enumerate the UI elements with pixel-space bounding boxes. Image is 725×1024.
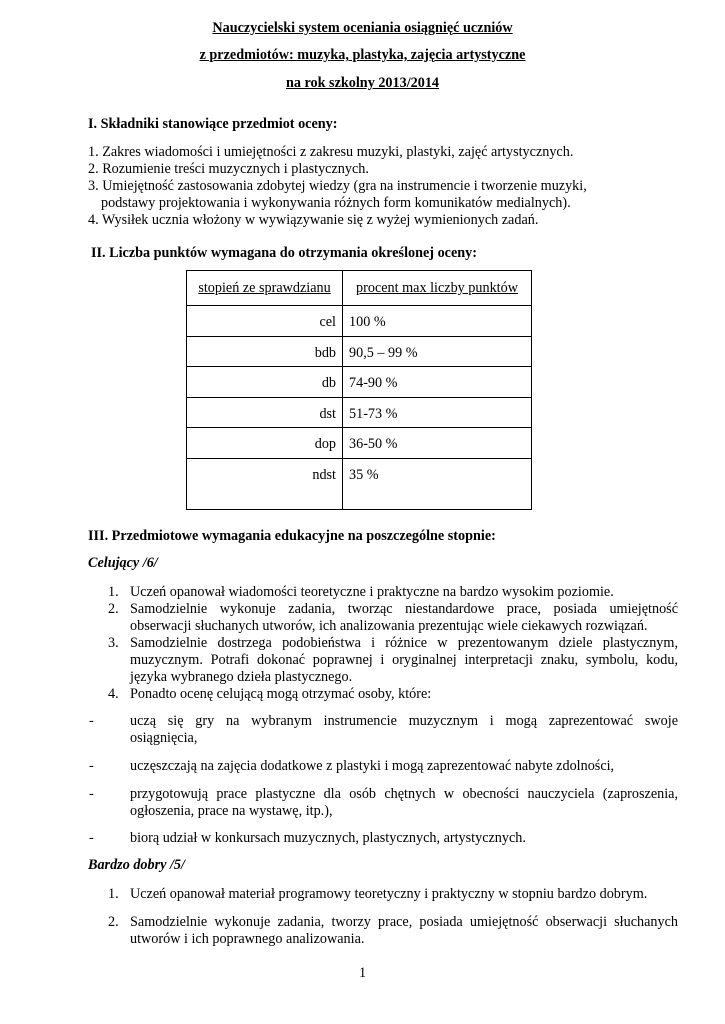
grade-cell: dop bbox=[187, 428, 343, 459]
bardzo-dobry-item-2-number: 2. bbox=[108, 914, 119, 930]
grade-cell: bdb bbox=[187, 336, 343, 367]
celujacy-item-2-line-2: obserwacji słuchanych utworów, ich analizowania prezentując wiele ciekawych rozwiązań. bbox=[130, 618, 648, 634]
percent-cell: 36-50 % bbox=[343, 428, 532, 459]
table-row bbox=[187, 397, 532, 428]
section-1-heading: I. Składniki stanowiące przedmiot oceny: bbox=[88, 116, 338, 132]
dash-item-3-line-1: przygotowują prace plastyczne dla osób chętnych w obecności nauczyciela (zaproszenia, bbox=[130, 786, 678, 802]
grade-cell: db bbox=[187, 367, 343, 398]
grade-cell: cel bbox=[187, 306, 343, 337]
celujacy-item-3-line-2: muzycznym. Potrafi dokonać poprawnej i oryginalnej interpretacji znaku, symbolu, kodu, bbox=[130, 652, 678, 668]
section-3-heading: III. Przedmiotowe wymagania edukacyjne na poszczególne stopnie: bbox=[88, 528, 496, 544]
percent-cell: 51-73 % bbox=[343, 397, 532, 428]
celujacy-item-3-number: 3. bbox=[108, 635, 119, 651]
dash-marker: - bbox=[89, 830, 94, 846]
section-1-item-2: 2. Rozumienie treści muzycznych i plastycznych. bbox=[88, 161, 369, 177]
section-1-item-3: 3. Umiejętność zastosowania zdobytej wiedzy (gra na instrumencie i tworzenie muzyki, bbox=[88, 178, 587, 194]
bardzo-dobry-item-2-line-1: Samodzielnie wykonuje zadania, tworzy prace, posiada umiejętność obserwacji słuchanych bbox=[130, 914, 678, 930]
celujacy-item-1: Uczeń opanował wiadomości teoretyczne i praktyczne na bardzo wysokim poziomie. bbox=[130, 584, 614, 600]
dash-item-3-line-2: ogłoszenia, prace na wystawę, itp.), bbox=[130, 803, 333, 819]
bardzo-dobry-item-1-number: 1. bbox=[108, 886, 119, 902]
bardzo-dobry-item-1: Uczeń opanował materiał programowy teoretyczny i praktyczny w stopniu bardzo dobrym. bbox=[130, 886, 648, 902]
section-2-heading: II. Liczba punktów wymagana do otrzymania określonej oceny: bbox=[91, 245, 477, 261]
dash-item-4: biorą udział w konkursach muzycznych, plastycznych, artystycznych. bbox=[130, 830, 526, 846]
celujacy-item-2-number: 2. bbox=[108, 601, 119, 617]
dash-item-2: uczęszczają na zajęcia dodatkowe z plastyki i mogą zaprezentować nabyte zdolności, bbox=[130, 758, 615, 774]
dash-marker: - bbox=[89, 786, 94, 802]
dash-item-1-line-1: uczą się gry na wybranym instrumencie muzycznym i mogą zaprezentować swoje bbox=[130, 713, 678, 729]
celujacy-item-1-number: 1. bbox=[108, 584, 119, 600]
celujacy-item-3-line-1: Samodzielnie dostrzega podobieństwa i różnice w prezentowanym dziele plastycznym, bbox=[130, 635, 678, 651]
table-header-row bbox=[187, 271, 532, 306]
percent-cell: 35 % bbox=[343, 459, 532, 510]
bardzo-dobry-heading: Bardzo dobry /5/ bbox=[88, 857, 185, 873]
grade-cell: dst bbox=[187, 397, 343, 428]
dash-item-1-line-2: osiągnięcia, bbox=[130, 730, 198, 746]
dash-marker: - bbox=[89, 713, 94, 729]
bardzo-dobry-item-2-line-2: utworów i ich poprawnego analizowania. bbox=[130, 931, 365, 947]
table-row bbox=[187, 459, 532, 510]
header-grade: stopień ze sprawdzianu bbox=[187, 271, 343, 306]
celujacy-item-3-line-3: języka wybranego dzieła plastycznego. bbox=[130, 669, 353, 685]
grade-cell: ndst bbox=[187, 459, 343, 510]
page-number: 1 bbox=[358, 965, 367, 981]
percent-cell: 74-90 % bbox=[343, 367, 532, 398]
table-row bbox=[187, 367, 532, 398]
percent-cell: 90,5 – 99 % bbox=[343, 336, 532, 367]
celujacy-item-2-line-1: Samodzielnie wykonuje zadania, tworząc niestandardowe prace, posiada umiejętność bbox=[130, 601, 678, 617]
celujacy-item-4-number: 4. bbox=[108, 686, 119, 702]
grades-table bbox=[186, 270, 532, 510]
title-line-3: na rok szkolny 2013/2014 bbox=[285, 75, 440, 91]
header-percent: procent max liczby punktów bbox=[343, 271, 532, 306]
section-1-item-3-cont: podstawy projektowania i wykonywania różnych form komunikatów medialnych). bbox=[101, 195, 571, 211]
table-row bbox=[187, 306, 532, 337]
table-row bbox=[187, 428, 532, 459]
title-line-1: Nauczycielski system oceniania osiągnięć uczniów bbox=[212, 20, 513, 36]
section-1-item-4: 4. Wysiłek ucznia włożony w wywiązywanie się z wyżej wymienionych zadań. bbox=[88, 212, 539, 228]
dash-marker: - bbox=[89, 758, 94, 774]
celujacy-heading: Celujący /6/ bbox=[88, 555, 158, 571]
table-row bbox=[187, 336, 532, 367]
title-line-2: z przedmiotów: muzyka, plastyka, zajęcia artystyczne bbox=[199, 47, 526, 63]
percent-cell: 100 % bbox=[343, 306, 532, 337]
celujacy-item-4: Ponadto ocenę celującą mogą otrzymać osoby, które: bbox=[130, 686, 432, 702]
section-1-item-1: 1. Zakres wiadomości i umiejętności z zakresu muzyki, plastyki, zajęć artystycznych. bbox=[88, 144, 574, 160]
